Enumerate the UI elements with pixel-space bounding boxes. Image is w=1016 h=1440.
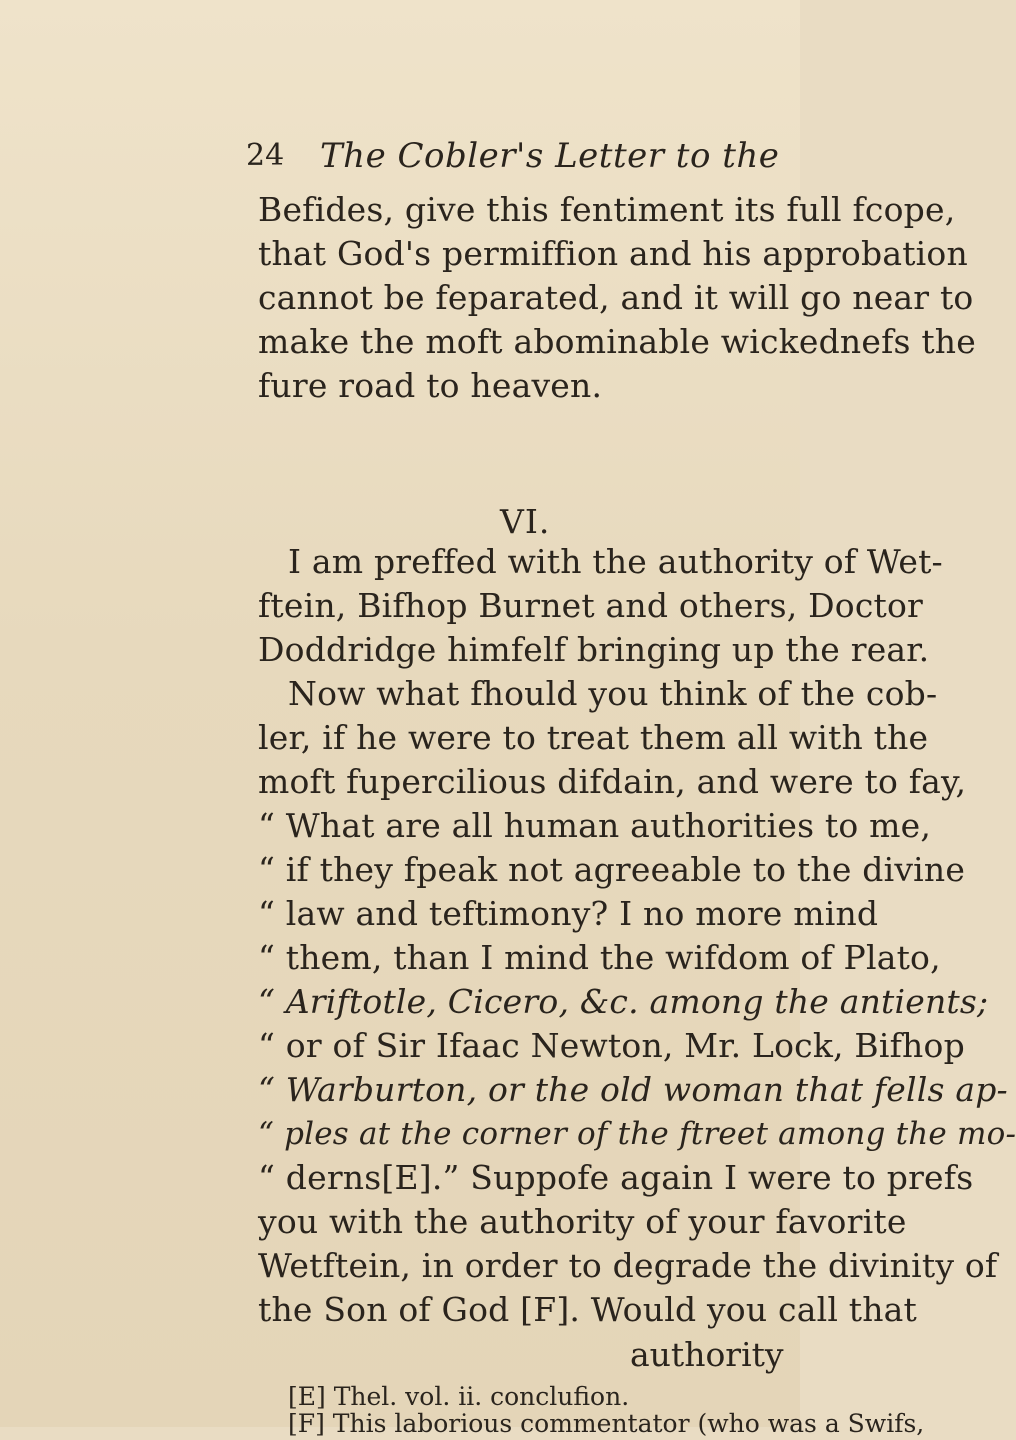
paragraph1-line-5: fure road to heaven. xyxy=(258,366,603,405)
paragraph2-line-8: “ if they fpeak not agreeable to the divine xyxy=(258,850,966,889)
paragraph1-line-4: make the moft abominable wickednefs the xyxy=(258,322,976,361)
paragraph2-line-3: Doddridge himfelf bringing up the rear. xyxy=(258,630,930,669)
paragraph2-line-5: ler, if he were to treat them all with the xyxy=(258,718,929,757)
paragraph1-line-2: that God's permiffion and his approbation xyxy=(258,234,968,273)
paragraph2-line-9: “ law and teftimony? I no more mind xyxy=(258,894,879,933)
footnote-f: [F] This laborious commentator (who was a Swifs, xyxy=(288,1409,925,1438)
paragraph2-line-1: I am preffed with the authority of Wet- xyxy=(288,542,943,581)
paragraph2-line-11: “ Ariftotle, Cicero, &c. among the antients; xyxy=(258,982,989,1021)
paragraph2-line-14: “ ples at the corner of the ftreet among the mo- xyxy=(258,1116,1016,1152)
footnote-e: [E] Thel. vol. ii. conclufion. xyxy=(288,1382,630,1411)
paragraph1-line-3: cannot be feparated, and it will go near to xyxy=(258,278,974,317)
paragraph2-line-15: “ derns[E].” Suppofe again I were to prefs xyxy=(258,1158,974,1197)
catchword: authority xyxy=(630,1335,784,1374)
paragraph2-line-10: “ them, than I mind the wifdom of Plato, xyxy=(258,938,941,977)
paragraph2-line-7: “ What are all human authorities to me, xyxy=(258,806,932,845)
paragraph2-line-4: Now what fhould you think of the cob- xyxy=(288,674,938,713)
paragraph2-line-12: “ or of Sir Ifaac Newton, Mr. Lock, Bifhop xyxy=(258,1026,965,1065)
paragraph2-line-2: ftein, Bifhop Burnet and others, Doctor xyxy=(258,586,924,625)
paragraph2-line-17: Wetftein, in order to degrade the divinity of xyxy=(258,1246,998,1285)
page-number: 24 xyxy=(246,138,285,173)
paragraph2-line-18: the Son of God [F]. Would you call that xyxy=(258,1290,918,1329)
paragraph1-line-1: Befides, give this fentiment its full fcope, xyxy=(258,190,956,229)
paragraph2-line-16: you with the authority of your favorite xyxy=(258,1202,907,1241)
paragraph2-line-13: “ Warburton, or the old woman that fells ap- xyxy=(258,1070,1008,1109)
paragraph2-line-6: moft fupercilious difdain, and were to fay, xyxy=(258,762,967,801)
section-number: VI. xyxy=(500,502,551,541)
running-head-title: The Cobler's Letter to the xyxy=(320,136,780,176)
running-head xyxy=(258,136,779,176)
